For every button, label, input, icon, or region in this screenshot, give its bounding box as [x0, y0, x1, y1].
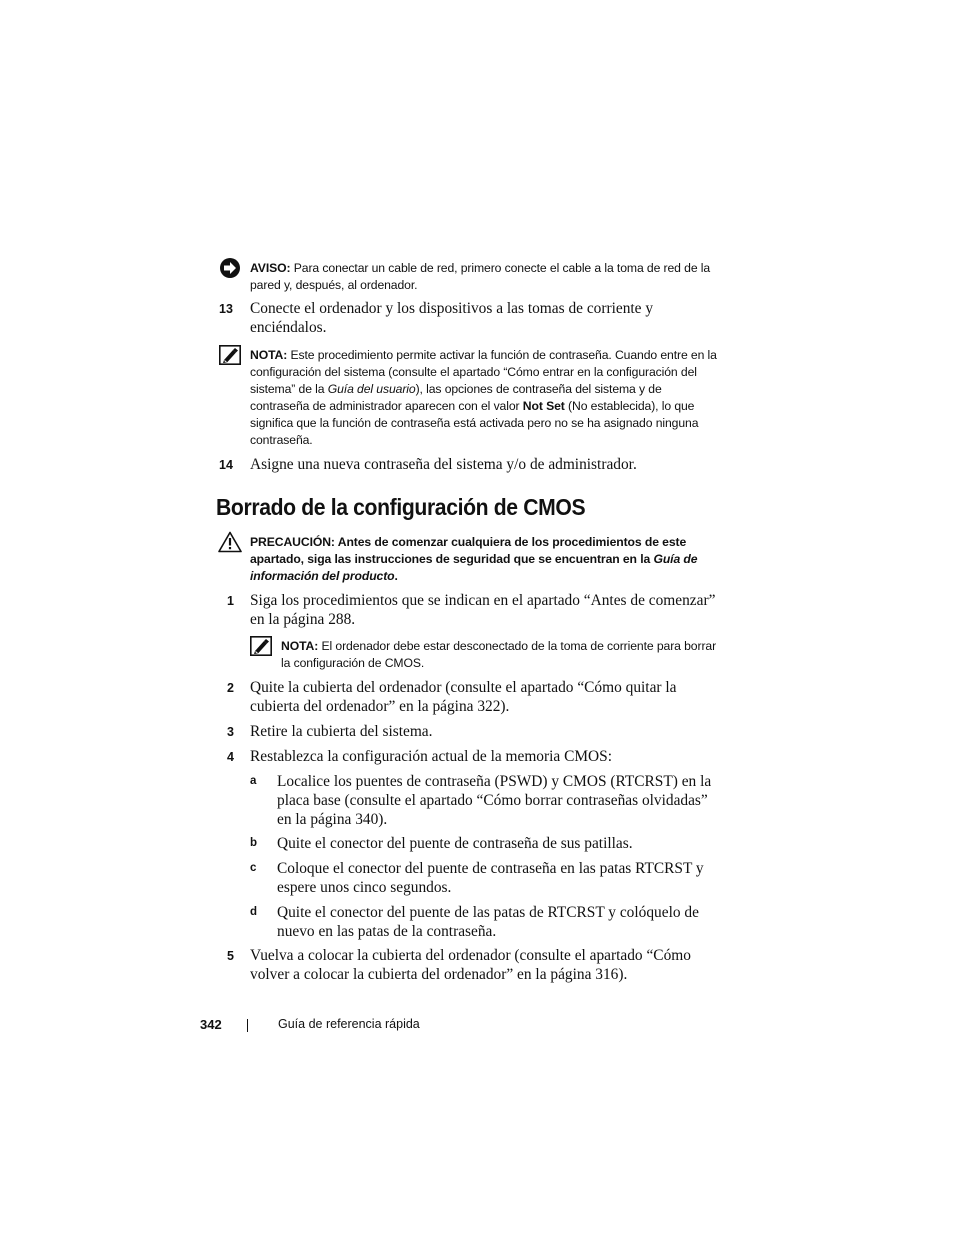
step-5-text: Vuelva a colocar la cubierta del ordenador (consulte el apartado “Cómo volver a colocar la cubierta del ordenador” en la página 316). [250, 947, 691, 983]
caution-triangle-icon [218, 531, 242, 558]
step-3-number: 3 [227, 725, 234, 739]
substep-d-letter: d [250, 906, 258, 918]
note-2-text: El ordenador debe estar desconectado de la toma de corriente para borrar la configuración de CMOS. [281, 639, 717, 670]
substep-d-text: Quite el conector del puente de las patas de RTCRST y colóquelo de nuevo en las patas de la contraseña. [277, 904, 699, 940]
step-2-number: 2 [227, 681, 234, 695]
note-1-text-b: ), las opciones de contraseña del sistema y de contraseña de administrador aparecen con el valor [250, 382, 662, 413]
notice-paragraph [250, 260, 720, 294]
note-1-bold-value: Not Set [522, 399, 565, 413]
note-1-italic: Guía del usuario [327, 382, 416, 396]
step-5-number: 5 [227, 949, 234, 963]
caution-text: Antes de comenzar cualquiera de los procedimientos de este apartado, siga las instrucciones de seguridad que se encuentran en la [250, 535, 687, 566]
note-1-text-a: Este procedimiento permite activar la función de contraseña. Cuando entre en la configuración del sistema (consulte el apartado “Cómo entrar en la configuración del sistema” de la [250, 348, 717, 396]
note-2-label: NOTA: [281, 639, 319, 653]
notice-arrow-icon [219, 257, 241, 284]
step-3-text: Retire la cubierta del sistema. [250, 723, 433, 740]
note-pencil-icon [219, 345, 241, 370]
caution-paragraph [250, 534, 720, 585]
note-1-text-c: (No establecida), lo que significa que la función de contraseña está activada pero no se ha asignado ninguna contraseña. [250, 399, 699, 447]
notice-text: Para conectar un cable de red, primero conecte el cable a la toma de red de la pared y, después, al ordenador. [250, 261, 711, 292]
substep-a-letter: a [250, 775, 257, 787]
caution-label: PRECAUCIÓN: [250, 535, 335, 549]
substep-c-letter: c [250, 862, 257, 874]
step-13-text: Conecte el ordenador y los dispositivos a las tomas de corriente y enciéndalos. [250, 300, 654, 336]
step-14-number: 14 [219, 458, 233, 472]
note-2-paragraph [281, 638, 721, 672]
page-number: 342 [200, 1017, 222, 1032]
substep-a-text: Localice los puentes de contraseña (PSWD) y CMOS (RTCRST) en la placa base (consulte el apartado “Cómo borrar contraseñas olvidadas” en la página 340). [277, 773, 712, 828]
substep-b-letter: b [250, 837, 258, 849]
section-title: Borrado de la configuración de CMOS [216, 494, 586, 520]
substep-b-text: Quite el conector del puente de contraseña de sus patillas. [277, 835, 633, 852]
note-1-paragraph [250, 347, 720, 449]
step-2-text: Quite la cubierta del ordenador (consulte el apartado “Cómo quitar la cubierta del ordenador” en la página 322). [250, 679, 677, 715]
step-13-number: 13 [219, 302, 233, 316]
footer-title: Guía de referencia rápida [278, 1017, 420, 1031]
note-pencil-icon [250, 636, 272, 661]
step-4-text: Restablezca la configuración actual de la memoria CMOS: [250, 748, 612, 765]
caution-italic: Guía de información del producto [250, 552, 698, 583]
step-4-number: 4 [227, 750, 234, 764]
step-1-text: Siga los procedimientos que se indican en el apartado “Antes de comenzar” en la página 288. [250, 592, 716, 628]
footer-separator [247, 1019, 248, 1032]
step-14-text: Asigne una nueva contraseña del sistema y/o de administrador. [250, 456, 637, 473]
notice-label: AVISO: [250, 261, 291, 275]
note-1-label: NOTA: [250, 348, 288, 362]
substep-c-text: Coloque el conector del puente de contraseña en las patas RTCRST y espere unos cinco segundos. [277, 860, 704, 896]
step-1-number: 1 [227, 594, 234, 608]
caution-end: . [394, 569, 398, 583]
